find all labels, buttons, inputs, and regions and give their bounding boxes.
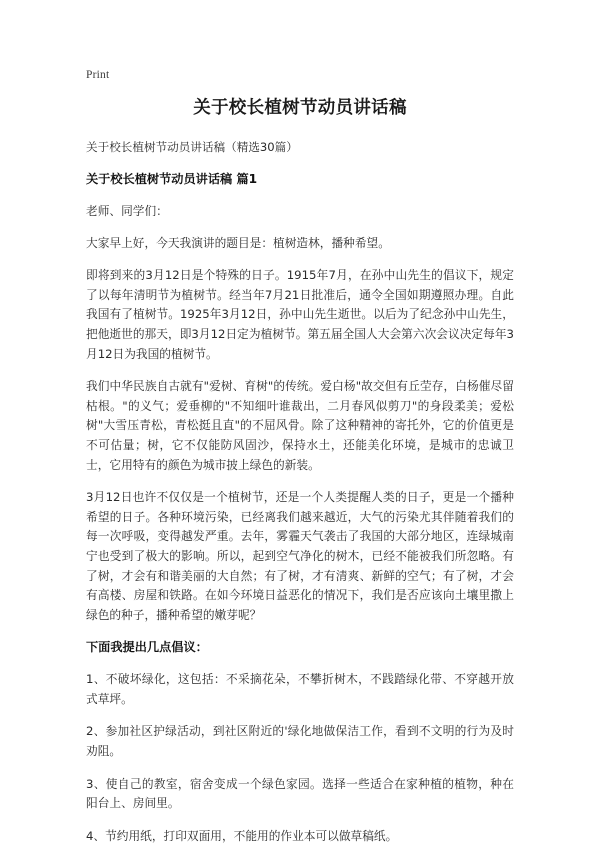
paragraph-4: 3月12日也许不仅仅是一个植树节，还是一个人类提醒人类的日子，更是一个播种希望的日子。各种环境污染，已经离我们越来越近，大气的污染尤其伴随着我们的每一次呼吸，变得越发严重。去年，雾霾天气袭击了我国的大部分地区，连绿城南宁也受到了极大的影响。所以，起到空气净化的树木，已经不能被我们所忽略。有了树，才会有和谐美丽的大自然；有了树，才有清爽、新鲜的空气；有了树，才会有高楼、房屋和铁路。在如今环境日益恶化的情况下，我们是否应该向土壤里撒上绿色的种子，播种希望的嫩芽呢？ [86, 490, 514, 622]
paragraph-1: 大家早上好，今天我演讲的题目是：植树造林，播种希望。 [86, 235, 390, 250]
list-item: 4、节约用纸，打印双面用，不能用的作业本可以做草稿纸。 [86, 828, 398, 843]
paragraph-3: 我们中华民族自古就有"爱树、育树"的传统。爱白杨"故交但有丘茔存，白杨催尽留枯根。"的义气；爱垂柳的"不知细叶谁裁出，二月春风似剪刀"的身段柔美；爱松树"大雪压青松，青松挺且直"的不屈风骨。除了这种精神的寄托外，它的价值更是不可估量；树，它不仅能防风固沙，保持水土，还能美化环境，是城市的忠诚卫士，它用特有的颜色为城市披上绿色的新装。 [86, 379, 514, 472]
print-link[interactable]: Print [86, 69, 110, 81]
list-item: 2、参加社区护绿活动，到社区附近的'绿化地做保洁工作，看到不文明的行为及时劝阻。 [86, 724, 514, 759]
document-body [86, 96, 514, 859]
proposal-heading: 下面我提出几点倡议： [86, 640, 208, 655]
list-item: 3、使自己的教室，宿舍变成一个绿色家园。选择一些适合在家种植的植物，种在阳台上、房间里。 [86, 776, 514, 811]
salutation: 老师、同学们： [86, 204, 168, 218]
section-heading: 关于校长植树节动员讲话稿 篇1 [86, 172, 258, 186]
list-item: 1、不破坏绿化，这包括：不采摘花朵，不攀折树木，不践踏绿化带、不穿越开放式草坪。 [86, 672, 514, 706]
page-title: 关于校长植树节动员讲话稿 [193, 98, 407, 118]
paragraph-2: 即将到来的3月12日是个特殊的日子。1915年7月，在孙中山先生的倡议下，规定了以每年清明节为植树节。经当年7月21日批准后，通令全国如期遵照办理。自此我国有了植树节。1925年3月12日，孙中山先生逝世。以后为了纪念孙中山先生，把他逝世的那天，即3月12日定为植树节。第五届全国人大会第六次会议决定每年3月12日为我国的植树节。 [86, 268, 514, 361]
document-subtitle: 关于校长植树节动员讲话稿（精选30篇） [86, 140, 298, 154]
